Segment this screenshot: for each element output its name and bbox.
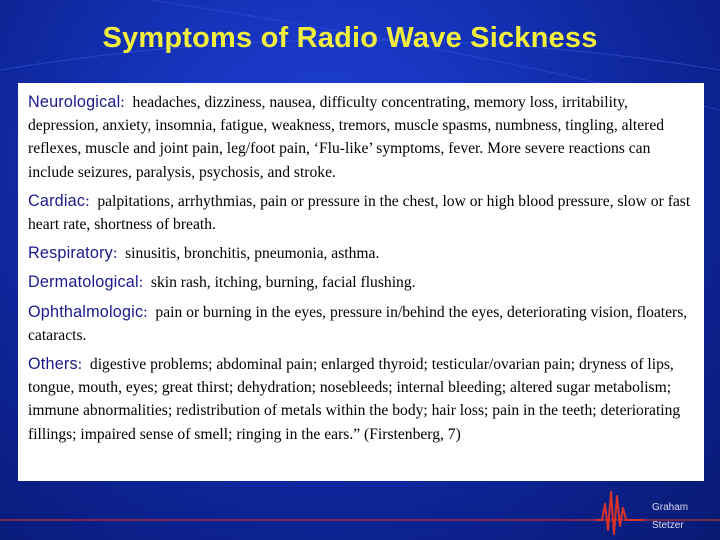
content-panel xyxy=(18,83,704,481)
waveform-icon xyxy=(596,486,646,536)
section-heading: Others xyxy=(28,355,78,374)
section-heading: Cardiac xyxy=(28,191,86,210)
section-text: digestive problems; abdominal pain; enlarged thyroid; testicular/ovarian pain; dryness of lips, tongue, mouth, eyes; great thirst; dehydration; nosebleeds; internal bleeding; altered sugar metabolism; immune abnormalities; redistribution of metals within the body; hair loss; pain in the teeth; deteriorating fillings; impaired sense of smell; ringing in the ears.” (Firstenberg, 7) xyxy=(28,356,681,443)
section-others: Others: digestive problems; abdominal pain; enlarged thyroid; testicular/ovarian pain; dryness of lips, tongue, mouth, eyes; great thirst; dehydration; nosebleeds; internal bleeding; altered sugar metabolism; immune abnormalities; redistribution of metals within the body; hair loss; pain in the teeth; deteriorating fillings; impaired sense of smell; ringing in the ears.” (Firstenberg, 7) xyxy=(28,355,681,443)
logo-text-line1: Graham xyxy=(652,502,689,513)
section-text: skin rash, itching, burning, facial flushing. xyxy=(150,274,416,292)
graham-stetzer-logo xyxy=(596,486,706,536)
section-ophthalmologic: Ophthalmologic: pain or burning in the eyes, pressure in/behind the eyes, deteriorating vision, floaters, cataracts. xyxy=(28,302,688,344)
slide-title: Symptoms of Radio Wave Sickness xyxy=(102,22,598,54)
section-heading: Ophthalmologic xyxy=(28,302,144,321)
section-neurological: Neurological: headaches, dizziness, nausea, difficulty concentrating, memory loss, irritability, depression, anxiety, insomnia, fatigue, weakness, tremors, muscle spasms, numbness, tingling, altered reflexes, muscle and joint pain, leg/foot pain, ‘Flu-like’ symptoms, fever. More severe reactions can include seizures, paralysis, psychosis, and stroke. xyxy=(28,93,665,181)
section-text: sinusitis, bronchitis, pneumonia, asthma. xyxy=(125,245,380,263)
section-cardiac: Cardiac: palpitations, arrhythmias, pain or pressure in the chest, low or high blood pressure, slow or fast heart rate, shortness of breath. xyxy=(28,191,691,234)
section-heading: Respiratory xyxy=(28,244,113,263)
section-text: headaches, dizziness, nausea, difficulty concentrating, memory loss, irritability, depression, anxiety, insomnia, fatigue, weakness, tremors, muscle spasms, numbness, tingling, altered reflexes, muscle and joint pain, leg/foot pain, ‘Flu-like’ symptoms, fever. More severe reactions can include seizures, paralysis, psychosis, and stroke. xyxy=(28,94,665,181)
section-dermatological: Dermatological: skin rash, itching, burning, facial flushing. xyxy=(28,273,416,292)
section-heading: Neurological xyxy=(28,93,121,111)
section-heading: Dermatological xyxy=(28,273,139,292)
section-text: palpitations, arrhythmias, pain or pressure in the chest, low or high blood pressure, slow or fast heart rate, shortness of breath. xyxy=(28,192,691,234)
logo-text-line2: Stetzer xyxy=(652,520,684,531)
section-text: pain or burning in the eyes, pressure in/behind the eyes, deteriorating vision, floaters, cataracts. xyxy=(28,303,688,344)
section-respiratory: Respiratory: sinusitis, bronchitis, pneumonia, asthma. xyxy=(28,244,380,263)
